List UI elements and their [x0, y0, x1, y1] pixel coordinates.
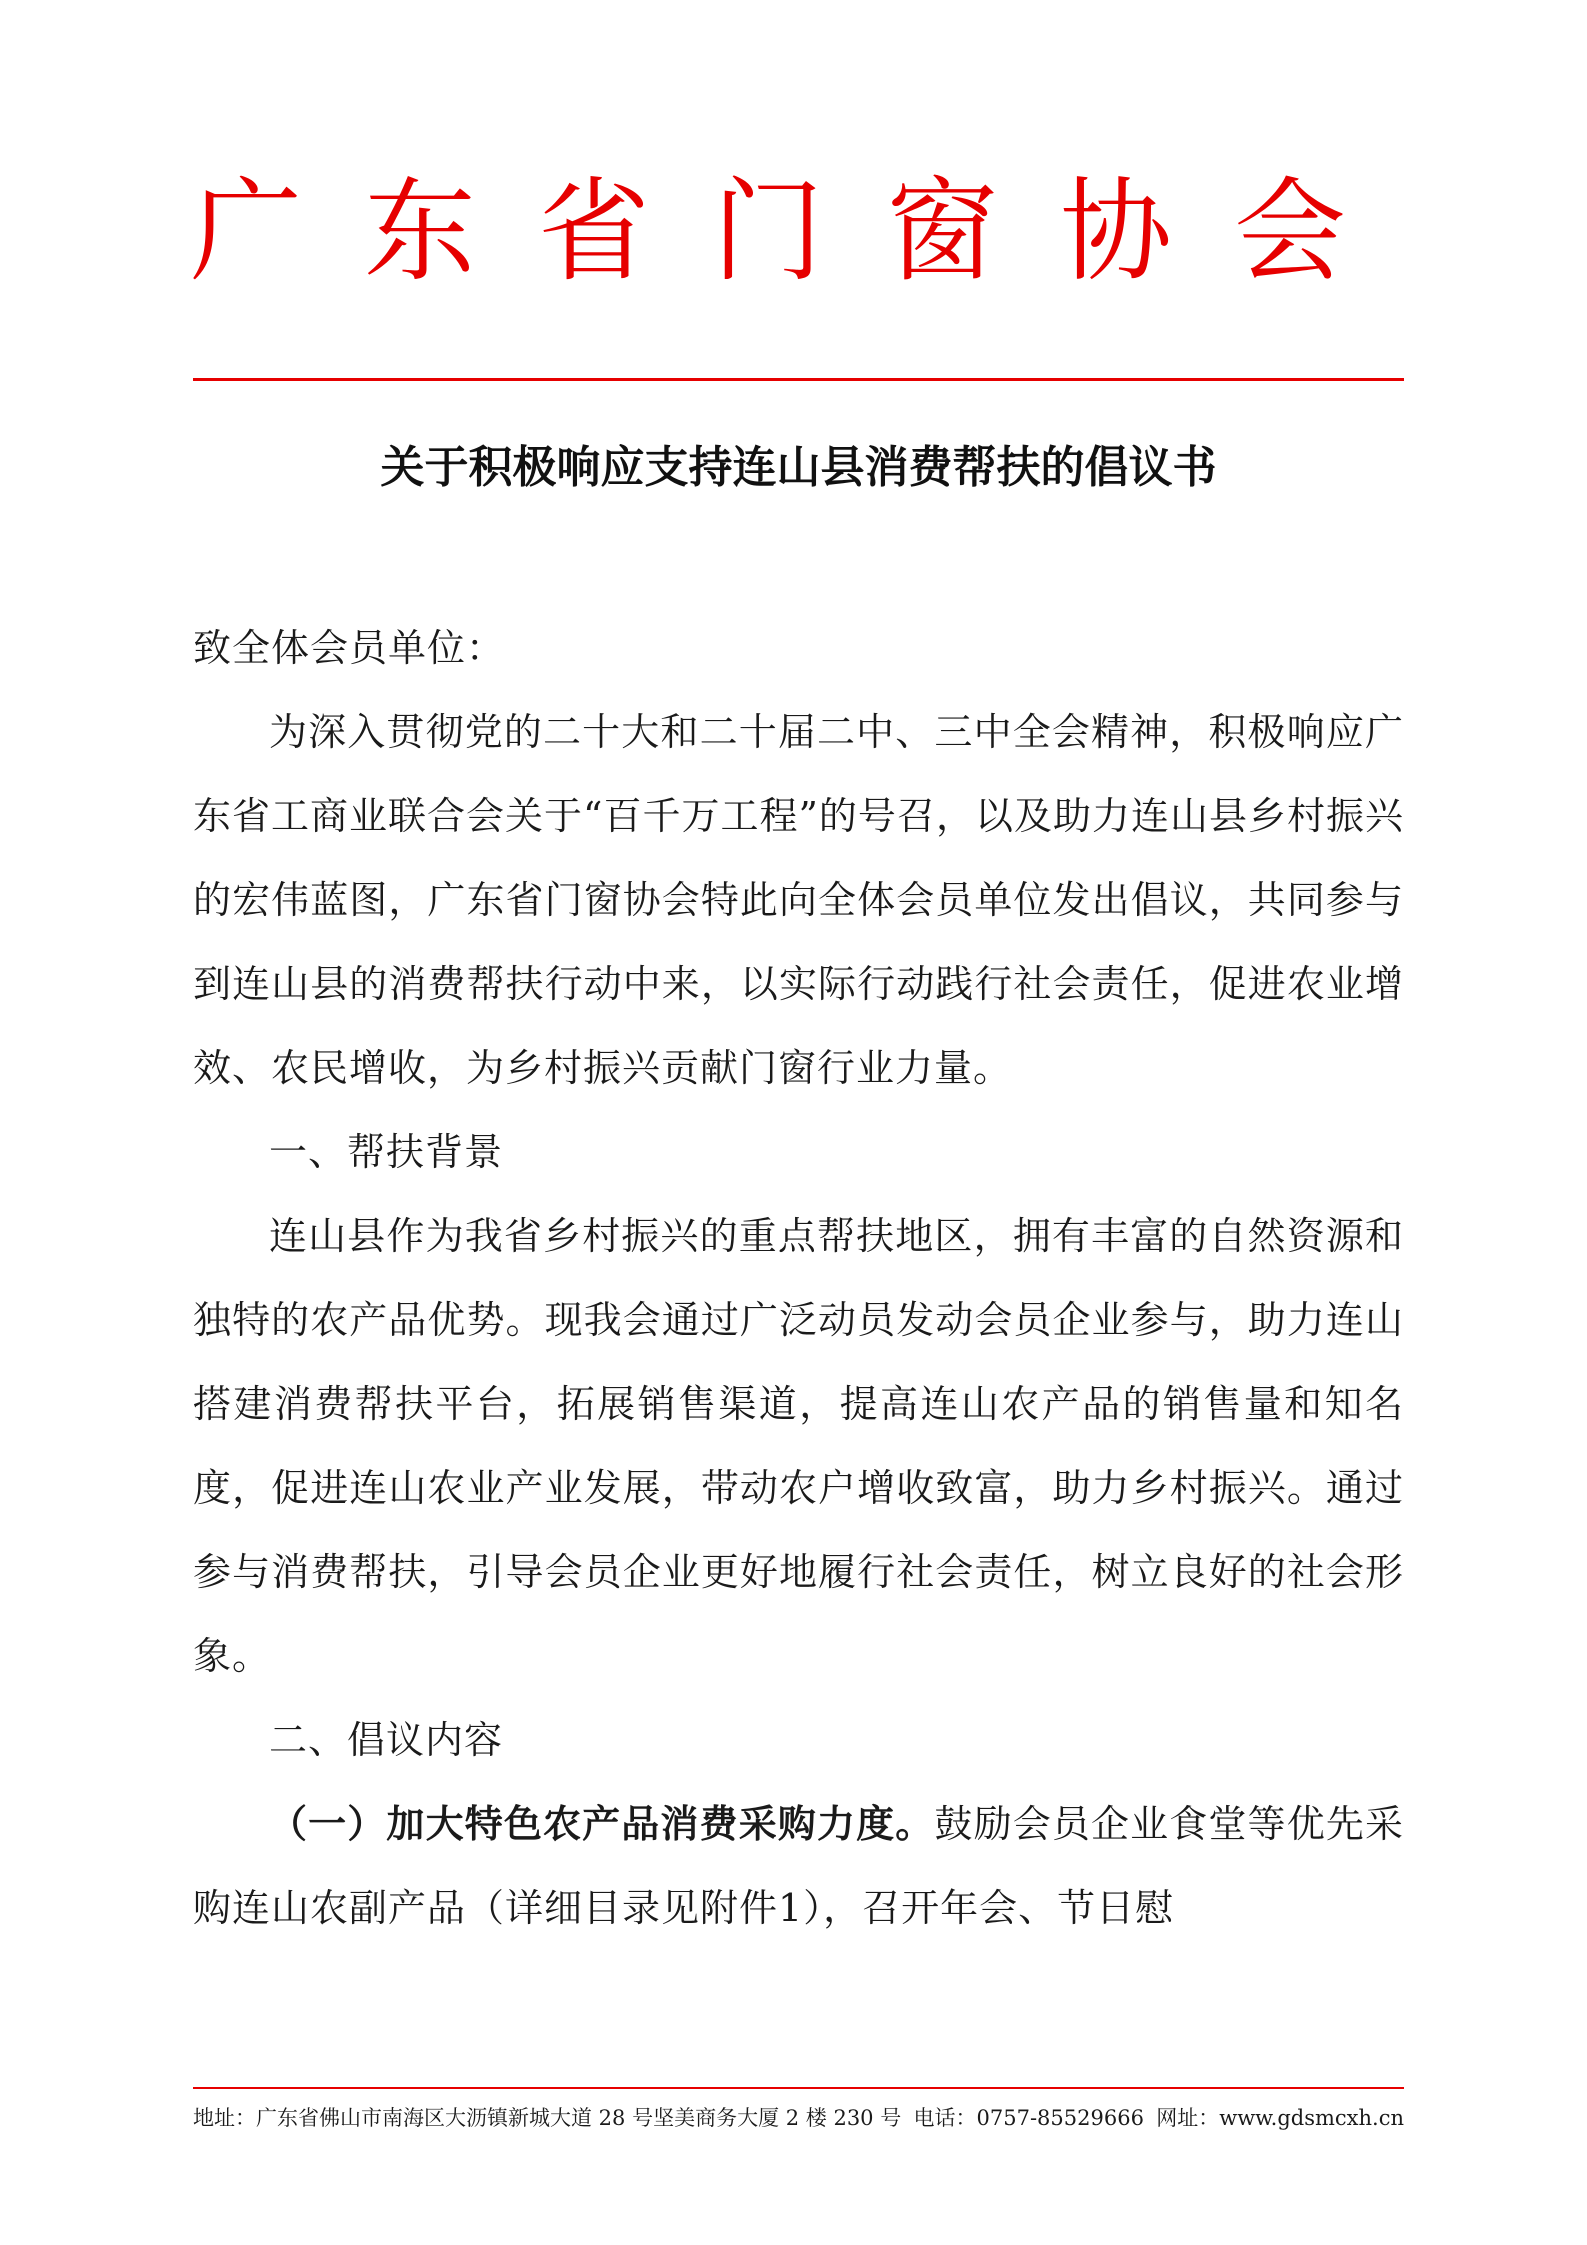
salutation: 致全体会员单位：: [193, 626, 506, 670]
proposal-item-1-lead: （一）加大特色农产品消费采购力度。: [269, 1801, 935, 1846]
letterhead-org-name: 广东省门窗协会: [190, 167, 1408, 297]
document-body: [193, 606, 1404, 1950]
letterhead-divider: [193, 378, 1404, 381]
footer-website: 网址：www.gdsmcxh.cn: [1156, 2106, 1404, 2130]
footer-address: 地址：广东省佛山市南海区大沥镇新城大道 28 号坚美商务大厦 2 楼 230 号: [193, 2106, 902, 2130]
section-heading-proposal: 二、倡议内容: [269, 1718, 504, 1762]
intro-paragraph: 为深入贯彻党的二十大和二十届二中、三中全会精神，积极响应广东省工商业联合会关于“百千万工程”的号召，以及助力连山县乡村振兴的宏伟蓝图，广东省门窗协会特此向全体会员单位发出倡议，共同参与到连山县的消费帮扶行动中来，以实际行动践行社会责任，促进农业增效、农民增收，为乡村振兴贡献门窗行业力量。: [193, 710, 1404, 1090]
background-paragraph: 连山县作为我省乡村振兴的重点帮扶地区，拥有丰富的自然资源和独特的农产品优势。现我会通过广泛动员发动会员企业参与，助力连山搭建消费帮扶平台，拓展销售渠道，提高连山农产品的销售量和知名度，促进连山农业产业发展，带动农户增收致富，助力乡村振兴。通过参与消费帮扶，引导会员企业更好地履行社会责任，树立良好的社会形象。: [193, 1214, 1404, 1678]
footer: [193, 2102, 1404, 2134]
footer-divider: [193, 2087, 1404, 2089]
document-title: 关于积极响应支持连山县消费帮扶的倡议书: [380, 442, 1217, 493]
proposal-item-1: [193, 1782, 1404, 1950]
footer-phone: 电话：0757-85529666: [913, 2106, 1144, 2130]
proposal-item-1-body: 鼓励会员企业食堂等优先采购连山农副产品（详细目录见附件1），召开年会、节日慰: [193, 1802, 1404, 1930]
section-heading-background: 一、帮扶背景: [269, 1130, 504, 1174]
